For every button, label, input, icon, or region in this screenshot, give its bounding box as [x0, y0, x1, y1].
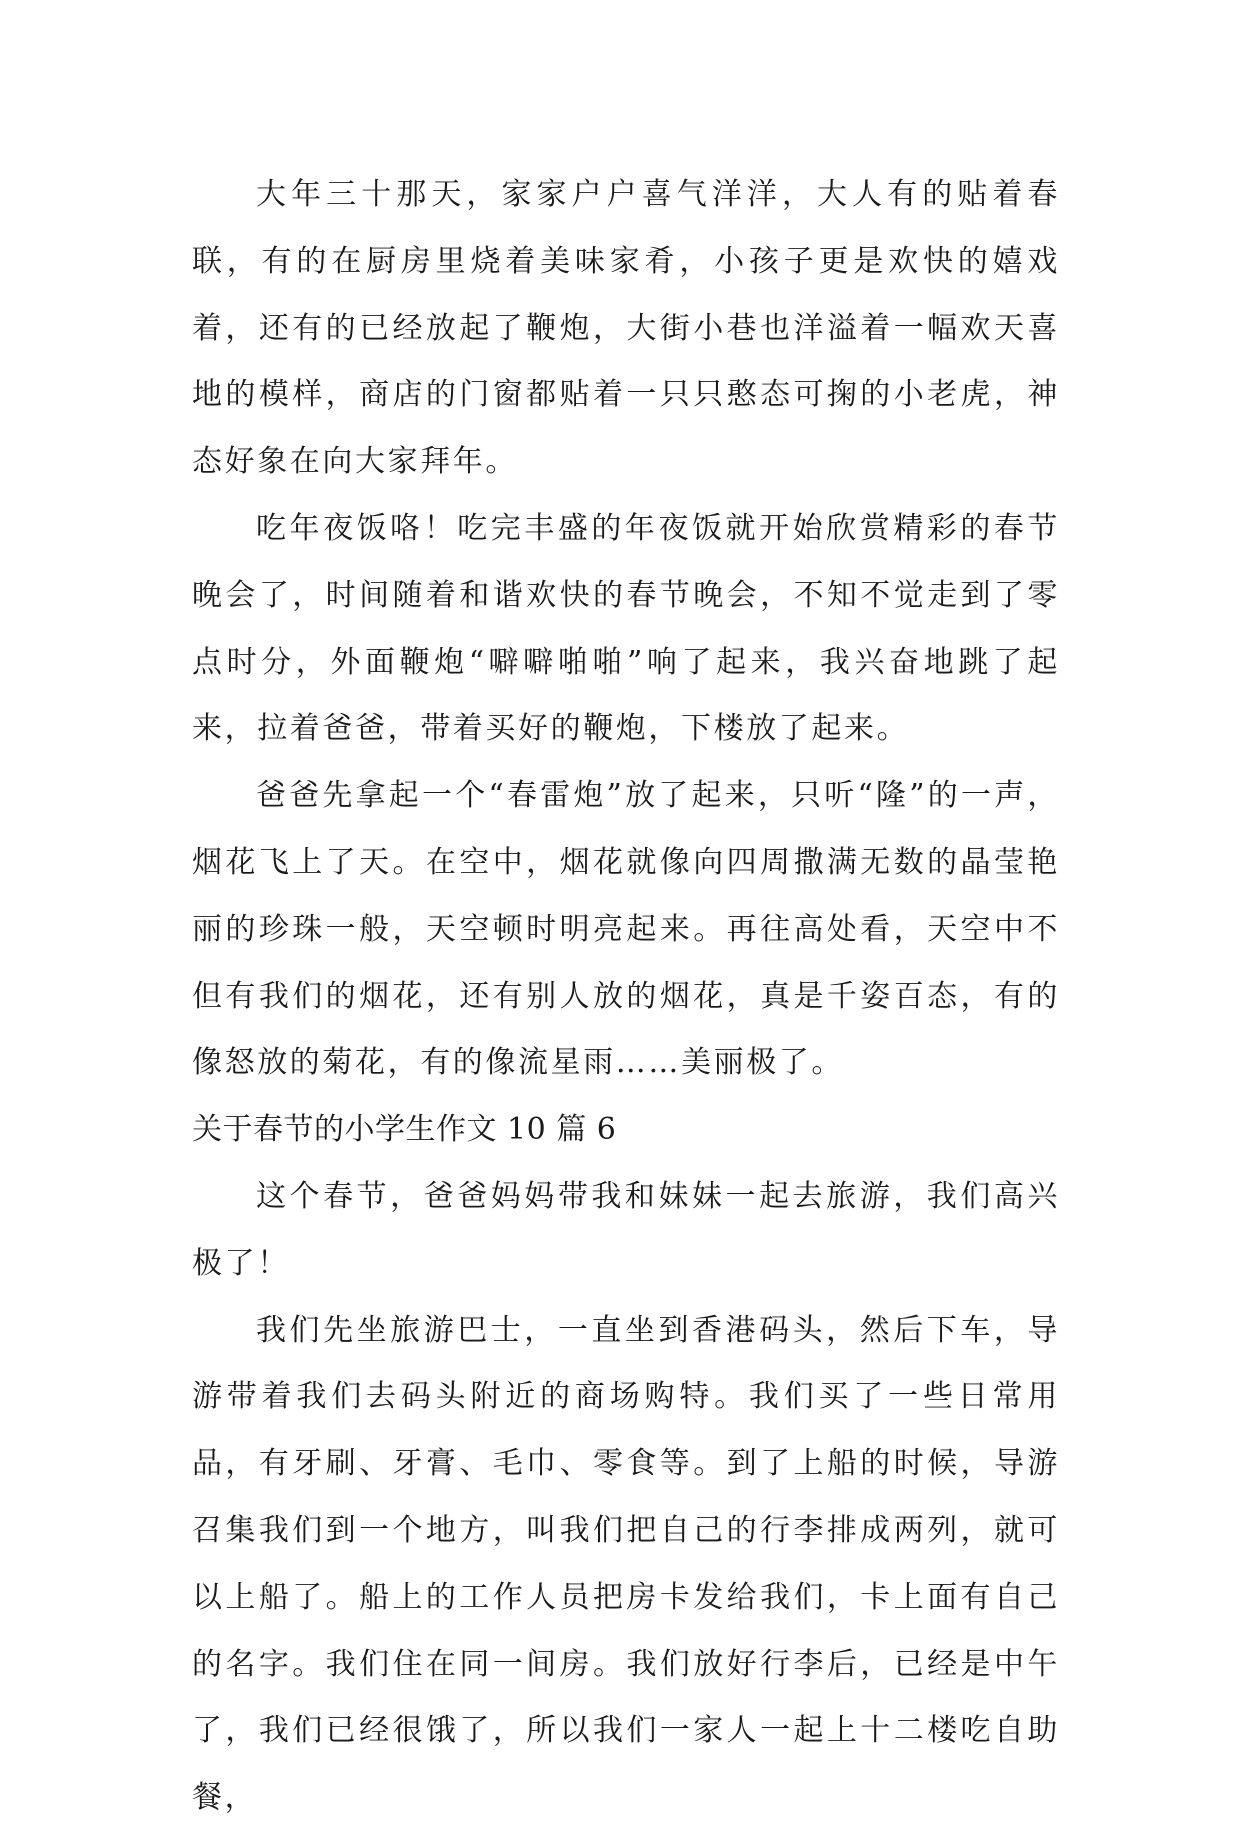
paragraph-fireworks: 爸爸先拿起一个“春雷炮”放了起来，只听“隆”的一声，烟花飞上了天。在空中，烟花就像向四周撒满无数的晶莹艳丽的珍珠一般，天空顿时明亮起来。再往高处看，天空中不但有我们的烟花，还有别人放的烟花，真是千姿百态，有的像怒放的菊花，有的像流星雨……美丽极了。 — [192, 778, 1060, 1081]
paragraph-travel-intro: 这个春节，爸爸妈妈带我和妹妹一起去旅游，我们高兴极了！ — [192, 1178, 1060, 1281]
document-page — [192, 162, 1060, 1832]
section-heading: 关于春节的小学生作文 10 篇 6 — [192, 1112, 617, 1148]
paragraph-new-year-eve: 大年三十那天，家家户户喜气洋洋，大人有的贴着春联，有的在厨房里烧着美味家肴，小孩子更是欢快的嬉戏着，还有的已经放起了鞭炮，大街小巷也洋溢着一幅欢天喜地的模样，商店的门窗都贴着一只只憨态可掬的小老虎，神态好象在向大家拜年。 — [192, 177, 1060, 480]
paragraph-reunion-dinner: 吃年夜饭咯！吃完丰盛的年夜饭就开始欣赏精彩的春节晚会了，时间随着和谐欢快的春节晚会，不知不觉走到了零点时分，外面鞭炮“噼噼啪啪”响了起来，我兴奋地跳了起来，拉着爸爸，带着买好的鞭炮，下楼放了起来。 — [192, 510, 1060, 747]
paragraph-cruise-trip: 我们先坐旅游巴士，一直坐到香港码头，然后下车，导游带着我们去码头附近的商场购特。我们买了一些日常用品，有牙刷、牙膏、毛巾、零食等。到了上船的时候，导游召集我们到一个地方，叫我们把自己的行李排成两列，就可以上船了。船上的工作人员把房卡发给我们，卡上面有自己的名字。我们住在同一间房。我们放好行李后，已经是中午了，我们已经很饿了，所以我们一家人一起上十二楼吃自助餐， — [192, 1312, 1060, 1816]
